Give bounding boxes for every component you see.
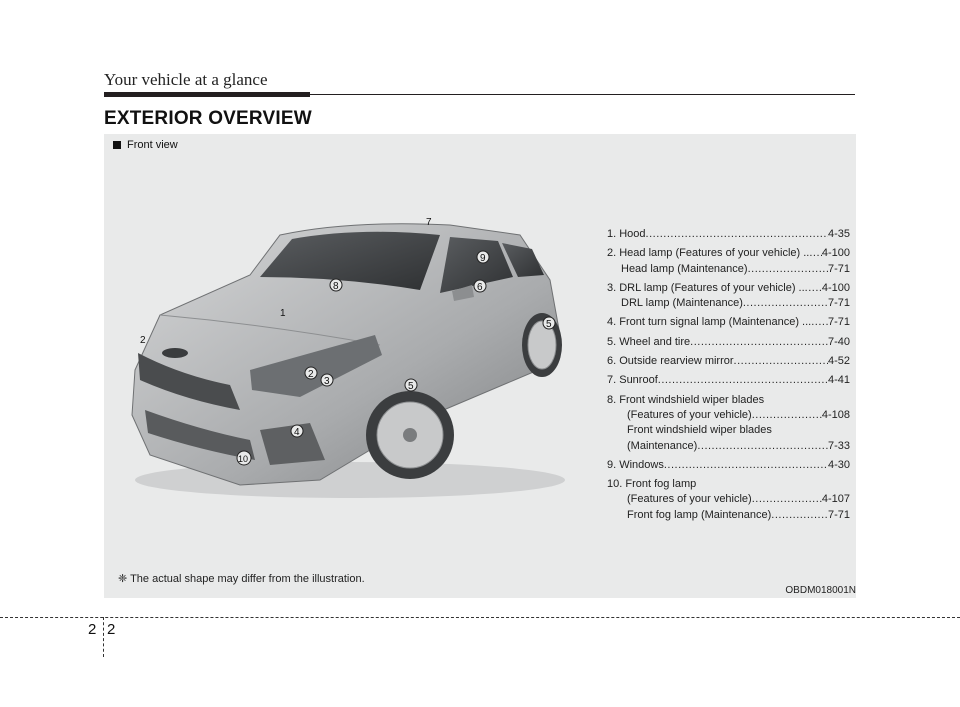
page-number: 2 — [107, 621, 116, 638]
callout-label: 5 — [546, 319, 552, 330]
header-bar — [104, 92, 310, 97]
view-label — [113, 139, 178, 151]
legend-row: 1. Hood ..... 4-35 — [607, 227, 850, 242]
legend-row: Front windshield wiper blades — [627, 424, 772, 437]
illustration-footnote: ❈ The actual shape may differ from the illustration. — [118, 573, 365, 585]
legend-row: Front fog lamp (Maintenance) ..... 7-71 — [607, 508, 850, 523]
legend-row: 7. Sunroof ..... 4-41 — [607, 373, 850, 388]
legend-row: (Maintenance) ..... 7-33 — [607, 439, 850, 454]
legend-row: (Features of your vehicle) ..... 4-108 — [607, 408, 850, 423]
callout-label: 3 — [324, 376, 330, 387]
callout-label: 8 — [333, 281, 339, 292]
callout-label: 7 — [426, 217, 432, 228]
callout-label: 10 — [238, 454, 249, 464]
view-label-text: Front view — [127, 139, 178, 151]
footer-divider — [103, 617, 104, 657]
legend-row: 10. Front fog lamp — [607, 478, 697, 491]
callout-label: 2 — [308, 369, 314, 380]
callout-label: 1 — [280, 308, 286, 319]
legend-row: 8. Front windshield wiper blades — [607, 393, 765, 406]
section-title: EXTERIOR OVERVIEW — [104, 108, 312, 129]
callout-label: 5 — [408, 381, 414, 392]
legend-row: (Features of your vehicle) ..... 4-107 — [607, 492, 850, 507]
running-header: Your vehicle at a glance — [104, 70, 268, 89]
legend-row: 6. Outside rearview mirror ..... 4-52 — [607, 354, 850, 369]
header-rule — [310, 94, 855, 95]
legend-row: 4. Front turn signal lamp (Maintenance) ... ..... 7-71 — [607, 315, 850, 330]
legend-row: 5. Wheel and tire ..... 7-40 — [607, 335, 850, 350]
legend-row: Head lamp (Maintenance) ..... 7-71 — [607, 262, 850, 277]
legend-row: DRL lamp (Maintenance) ..... 7-71 — [607, 296, 850, 311]
callout-label: 9 — [480, 253, 486, 264]
legend-row: 9. Windows ..... 4-30 — [607, 458, 850, 473]
square-bullet-icon — [113, 141, 121, 149]
callout-label: 6 — [477, 282, 483, 293]
legend-row: 2. Head lamp (Features of your vehicle) .. ..... 4-100 — [607, 246, 850, 261]
legend-row: 3. DRL lamp (Features of your vehicle) .. ..... 4-100 — [607, 281, 850, 296]
callout-badge — [237, 451, 251, 465]
chapter-number: 2 — [88, 621, 97, 638]
footer-rule — [0, 617, 960, 618]
callout-label: 4 — [294, 427, 300, 438]
parts-legend — [607, 227, 850, 523]
image-code: OBDM018001N — [785, 585, 856, 596]
car-illustration — [120, 205, 570, 505]
callout-label: 2 — [140, 335, 146, 346]
